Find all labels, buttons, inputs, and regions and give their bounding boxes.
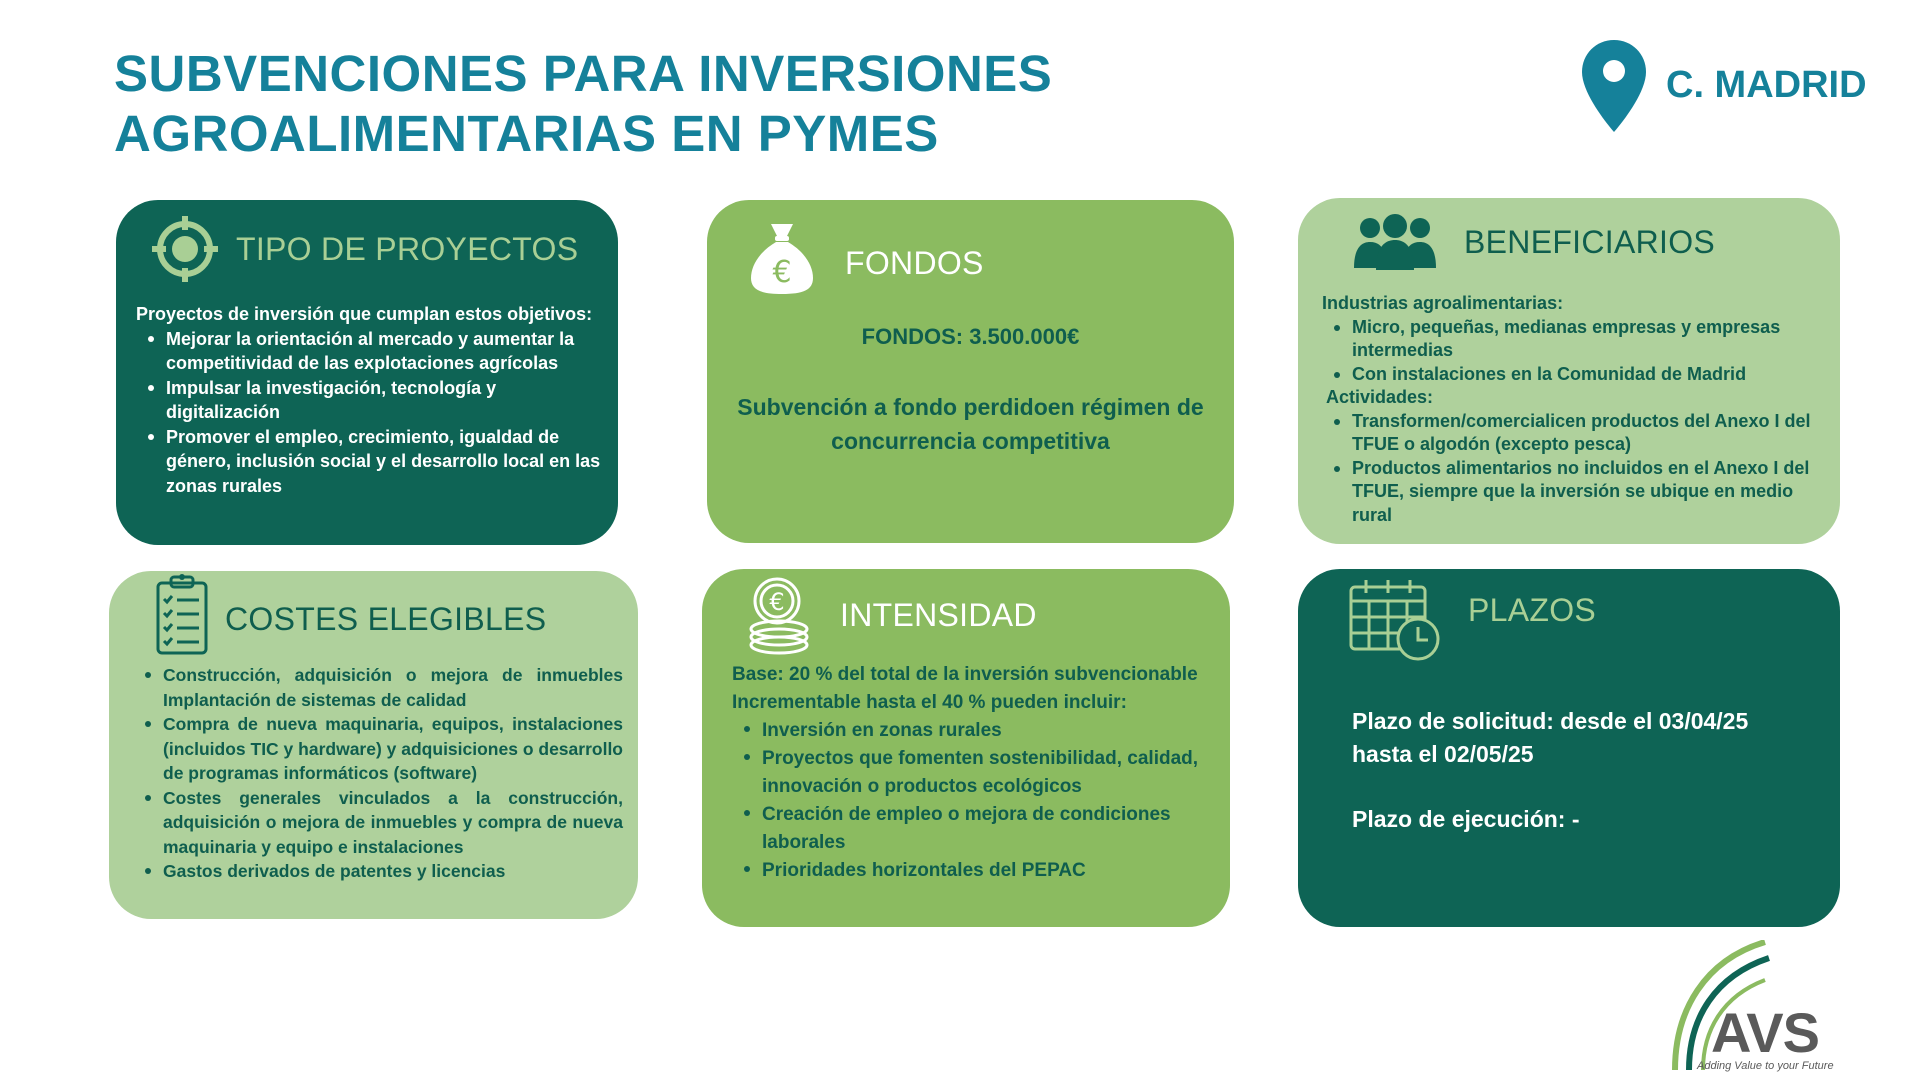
target-icon	[150, 214, 220, 284]
card-heading: TIPO DE PROYECTOS	[236, 230, 579, 267]
list-item: Gastos derivados de patentes y licencias	[133, 859, 623, 884]
card-heading: PLAZOS	[1468, 591, 1597, 628]
list-item: Mejorar la orientación al mercado y aumentar la competitividad de las explotaciones agrícolas	[136, 327, 602, 376]
group-title: Industrias agroalimentarias:	[1322, 293, 1564, 313]
card-body	[136, 302, 602, 498]
card-body	[1322, 292, 1827, 527]
card-heading: BENEFICIARIOS	[1464, 223, 1716, 260]
people-group-icon	[1352, 212, 1438, 272]
execution-deadline: Plazo de ejecución: -	[1352, 806, 1580, 832]
card-heading: FONDOS	[845, 244, 984, 281]
card-body	[1352, 705, 1792, 836]
card-tipo-proyectos	[116, 200, 618, 545]
card-header	[1352, 212, 1715, 272]
list-item: Inversión en zonas rurales	[732, 717, 1212, 745]
card-costes-elegibles	[109, 571, 638, 919]
list-item: Construcción, adquisición o mejora de inmuebles Implantación de sistemas de calidad	[133, 663, 623, 712]
objectives-list	[136, 327, 602, 499]
list-item: Creación de empleo o mejora de condiciones laborales	[732, 801, 1212, 857]
card-intensidad	[702, 569, 1230, 927]
list-item: Productos alimentarios no incluidos en el Anexo I del TFUE, siempre que la inversión se ubique en medio rural	[1322, 457, 1827, 528]
card-beneficiarios	[1298, 198, 1840, 544]
title-line-1: SUBVENCIONES PARA INVERSIONES	[114, 45, 1053, 102]
funds-amount: FONDOS: 3.500.000€	[861, 324, 1080, 349]
list-item: Costes generales vinculados a la construcción, adquisición o mejora de inmuebles y compra de nueva maquinaria y equipo e instalaciones	[133, 786, 623, 860]
list-item: Proyectos que fomenten sostenibilidad, calidad, innovación o productos ecológicos	[732, 745, 1212, 801]
activities-list	[1322, 410, 1827, 528]
euro-coins-icon	[744, 575, 814, 655]
list-item: Promover el empleo, crecimiento, igualdad de género, inclusión social y el desarrollo local en las zonas rurales	[136, 425, 602, 499]
card-header	[155, 571, 546, 655]
card-heading: INTENSIDAD	[840, 596, 1037, 633]
card-header	[749, 220, 984, 296]
card-header	[744, 575, 1037, 655]
title-line-2: AGROALIMENTARIAS EN PYMES	[114, 105, 939, 162]
card-header	[1348, 577, 1596, 663]
card-heading: COSTES ELEGIBLES	[225, 600, 547, 637]
money-bag-euro-icon	[749, 220, 815, 296]
logo-name: AVS	[1711, 1001, 1819, 1064]
location-badge	[1580, 38, 1880, 138]
list-item: Con instalaciones en la Comunidad de Madrid	[1322, 363, 1827, 387]
group-title: Actividades:	[1326, 387, 1434, 407]
list-item: Micro, pequeñas, medianas empresas y empresas intermedias	[1322, 316, 1827, 363]
svg-text:€: €	[772, 255, 792, 290]
list-item: Transformen/comercialicen productos del Anexo I del TFUE o algodón (excepto pesca)	[1322, 410, 1827, 457]
intensity-list	[732, 717, 1212, 885]
calendar-clock-icon	[1348, 577, 1442, 663]
location-label: C. MADRID	[1666, 64, 1867, 106]
intro-text: Proyectos de inversión que cumplan estos objetivos:	[136, 304, 593, 324]
costs-list	[133, 663, 623, 884]
map-pin-icon	[1580, 38, 1648, 134]
funds-description: Subvención a fondo perdidoen régimen de concurrencia competitiva	[737, 394, 1204, 454]
avs-logo	[1665, 940, 1865, 1075]
logo-tagline: Adding Value to your Future	[1697, 1060, 1834, 1072]
list-item: Prioridades horizontales del PEPAC	[732, 857, 1212, 885]
card-fondos	[707, 200, 1234, 543]
beneficiary-list	[1322, 316, 1827, 387]
list-item: Compra de nueva maquinaria, equipos, instalaciones (incluidos TIC y hardware) y adquisiciones o desarrollo de programas informáticos (software)	[133, 712, 623, 786]
card-body	[133, 663, 623, 884]
svg-text:€: €	[769, 588, 785, 616]
page-title	[114, 44, 1052, 164]
card-plazos	[1298, 569, 1840, 927]
list-item: Impulsar la investigación, tecnología y digitalización	[136, 376, 602, 425]
increment-text: Incrementable hasta el 40 % pueden incluir:	[732, 692, 1127, 713]
card-header	[150, 214, 578, 284]
base-text: Base: 20 % del total de la inversión subvencionable	[732, 664, 1198, 685]
card-body	[732, 661, 1212, 885]
clipboard-checklist-icon	[155, 571, 209, 655]
application-deadline: Plazo de solicitud: desde el 03/04/25 hasta el 02/05/25	[1352, 708, 1749, 767]
